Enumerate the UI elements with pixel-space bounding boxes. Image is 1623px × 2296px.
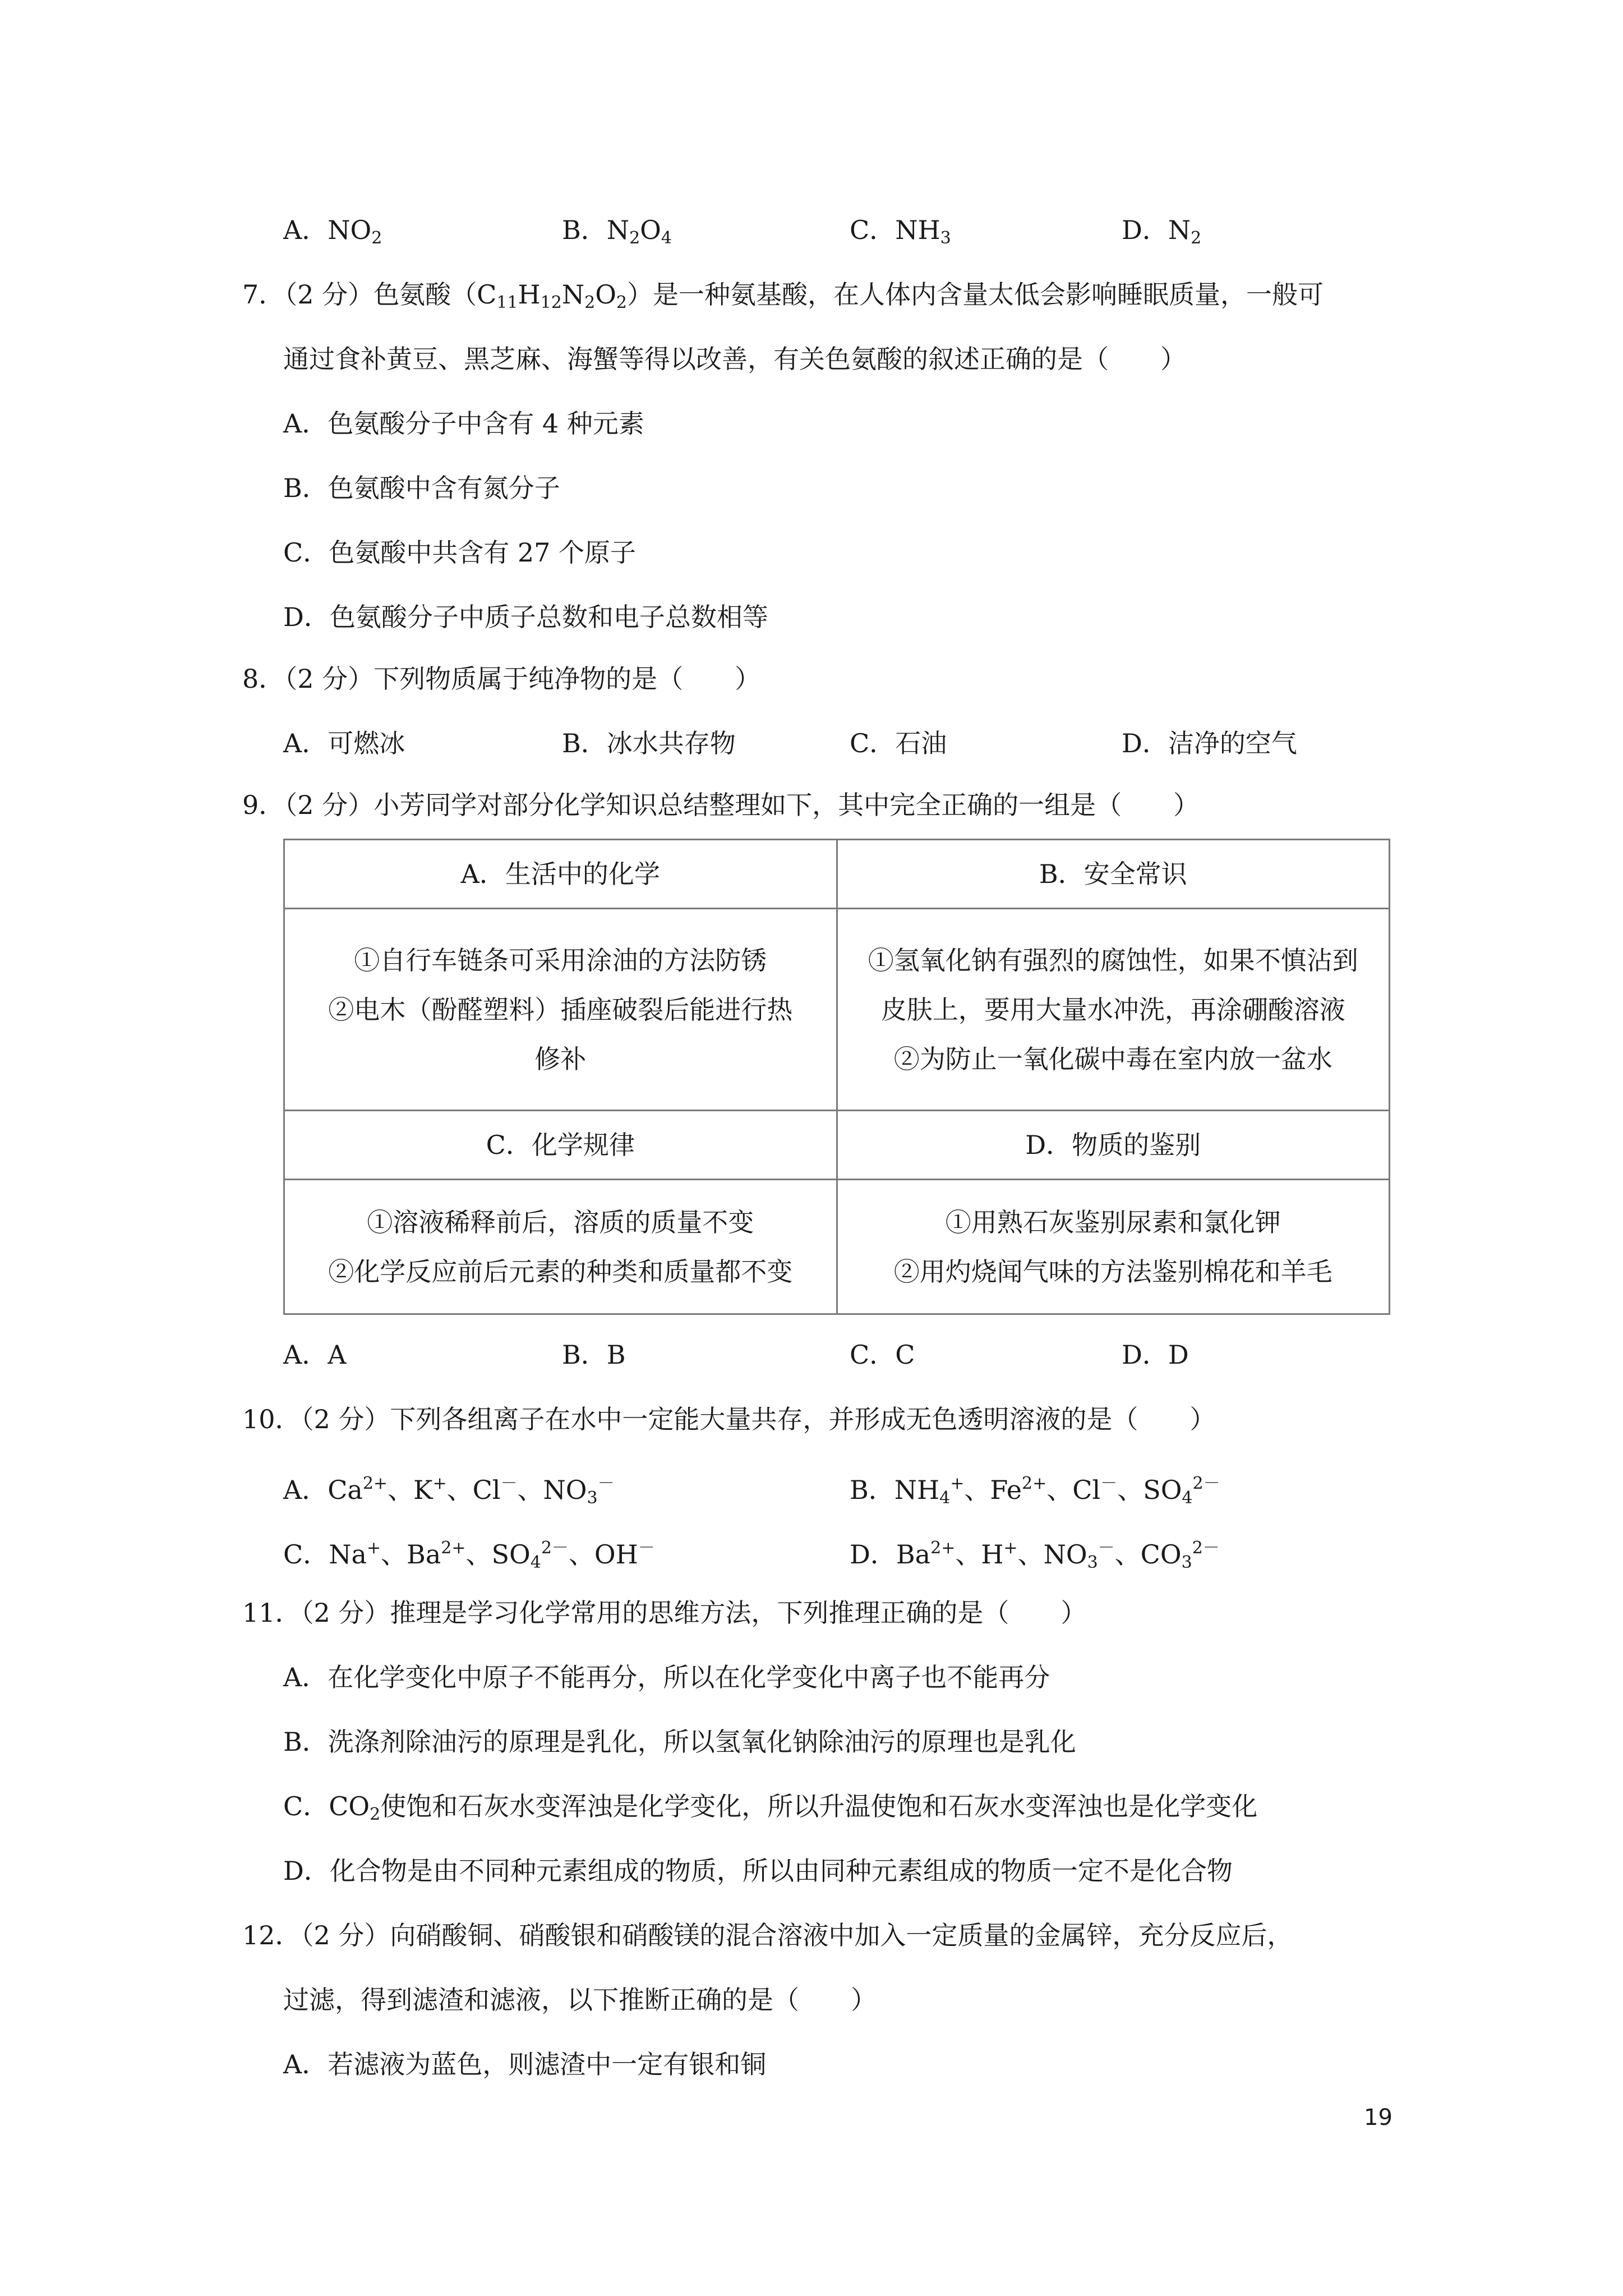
- q10-stem: 10．（2 分）下列各组离子在水中一定能大量共存，并形成无色透明溶液的是（ ）: [242, 1404, 1216, 1434]
- q9-option-d: D．D: [1122, 1340, 1189, 1370]
- cell-a-line3: 修补: [534, 1043, 587, 1074]
- q12-stem-line1: 12．（2 分）向硝酸铜、硝酸银和硝酸镁的混合溶液中加入一定质量的金属锌，充分反应后，: [242, 1920, 1293, 1950]
- q10-option-b: B．$NH_4^+$、$Fe^{2+}$、Cl－、$SO_4^{2-}$: [850, 1474, 1220, 1508]
- cell-b-line2: 皮肤上，要用大量水冲洗，再涂硼酸溶液: [880, 994, 1345, 1025]
- cell-a-line2: ②电木（酚醛塑料）插座破裂后能进行热: [328, 994, 793, 1025]
- q11-option-b: B．洗涤剂除油污的原理是乳化，所以氢氧化钠除油污的原理也是乳化: [283, 1727, 1076, 1757]
- q9-option-b: B．B: [562, 1340, 626, 1370]
- q7-option-b: B．色氨酸中含有氮分子: [283, 473, 560, 503]
- q6-option-c: C．$NH_3$: [850, 215, 951, 248]
- table-header-a: A．生活中的化学: [284, 840, 837, 909]
- table-header-c: C．化学规律: [284, 1111, 837, 1180]
- cell-d-line2: ②用灼烧闻气味的方法鉴别棉花和羊毛: [893, 1256, 1332, 1287]
- q10-option-a: A．$Ca^{2+}$、K+、Cl－、$NO_3^-$: [283, 1474, 615, 1508]
- q11-option-a: A．在化学变化中原子不能再分，所以在化学变化中离子也不能再分: [283, 1662, 1050, 1692]
- q8-stem: 8．（2 分）下列物质属于纯净物的是（ ）: [242, 664, 761, 694]
- table-cell-a: [284, 909, 837, 1111]
- cell-a-line1: ①自行车链条可采用涂油的方法防锈: [354, 945, 767, 976]
- cell-c-line1: ①溶液稀释前后，溶质的质量不变: [367, 1207, 754, 1237]
- q9-option-c: C．C: [850, 1340, 915, 1370]
- q12-stem-line2: 过滤，得到滤渣和滤液，以下推断正确的是（ ）: [283, 1985, 877, 2015]
- q8-option-d: D．洁净的空气: [1122, 728, 1297, 758]
- table-cell-d: [837, 1180, 1390, 1314]
- q10-option-c: C．Na+、$Ba^{2+}$、$SO_4^{2-}$、OH－: [283, 1538, 655, 1572]
- q8-option-c: C．石油: [850, 728, 947, 758]
- q10-option-d: D．$Ba^{2+}$、H+、$NO_3^-$、$CO_3^{2-}$: [850, 1538, 1220, 1572]
- q7-stem-line2: 通过食补黄豆、黑芝麻、海蟹等得以改善，有关色氨酸的叙述正确的是（ ）: [283, 344, 1186, 374]
- q6-option-b: B．$N_2O_4$: [562, 215, 672, 248]
- table-cell-b: [837, 909, 1390, 1111]
- q8-option-b: B．冰水共存物: [562, 728, 736, 758]
- q7-option-a: A．色氨酸分子中含有 4 种元素: [283, 408, 644, 439]
- q9-option-a: A．A: [283, 1340, 347, 1370]
- q6-option-d: D．$N_2$: [1122, 215, 1202, 248]
- q12-option-a: A．若滤液为蓝色，则滤渣中一定有银和铜: [283, 2049, 767, 2079]
- page-number: 19: [1364, 2105, 1393, 2131]
- table-cell-c: [284, 1180, 837, 1314]
- table-header-b: B．安全常识: [837, 840, 1390, 909]
- cell-b-line3: ②为防止一氧化碳中毒在室内放一盆水: [893, 1043, 1332, 1074]
- q7-stem-line1: 7．（2 分）色氨酸$(C_{11}H_{12}N_2O_2)$是一种氨基酸，在人体内含量太低会影响睡眠质量，一般可: [242, 279, 1324, 312]
- q7-option-d: D．色氨酸分子中质子总数和电子总数相等: [283, 602, 768, 632]
- q8-option-a: A．可燃冰: [283, 728, 405, 758]
- cell-d-line1: ①用熟石灰鉴别尿素和氯化钾: [945, 1207, 1281, 1237]
- cell-c-line2: ②化学反应前后元素的种类和质量都不变: [328, 1256, 793, 1287]
- cell-b-line1: ①氢氧化钠有强烈的腐蚀性，如果不慎沾到: [868, 945, 1358, 976]
- table-header-d: D．物质的鉴别: [837, 1111, 1390, 1180]
- q9-stem: 9．（2 分）小芳同学对部分化学知识总结整理如下，其中完全正确的一组是（ ）: [242, 790, 1200, 820]
- q7-option-c: C．色氨酸中共含有 27 个原子: [283, 537, 636, 568]
- q9-knowledge-table: [283, 839, 1390, 1315]
- q6-option-a: A．$NO_2$: [283, 215, 382, 248]
- q11-option-c: C．$CO_2$使饱和石灰水变浑浊是化学变化，所以升温使饱和石灰水变浑浊也是化学变化: [283, 1791, 1258, 1824]
- q11-option-d: D．化合物是由不同种元素组成的物质，所以由同种元素组成的物质一定不是化合物: [283, 1856, 1233, 1886]
- q11-stem: 11．（2 分）推理是学习化学常用的思维方法，下列推理正确的是（ ）: [242, 1598, 1087, 1628]
